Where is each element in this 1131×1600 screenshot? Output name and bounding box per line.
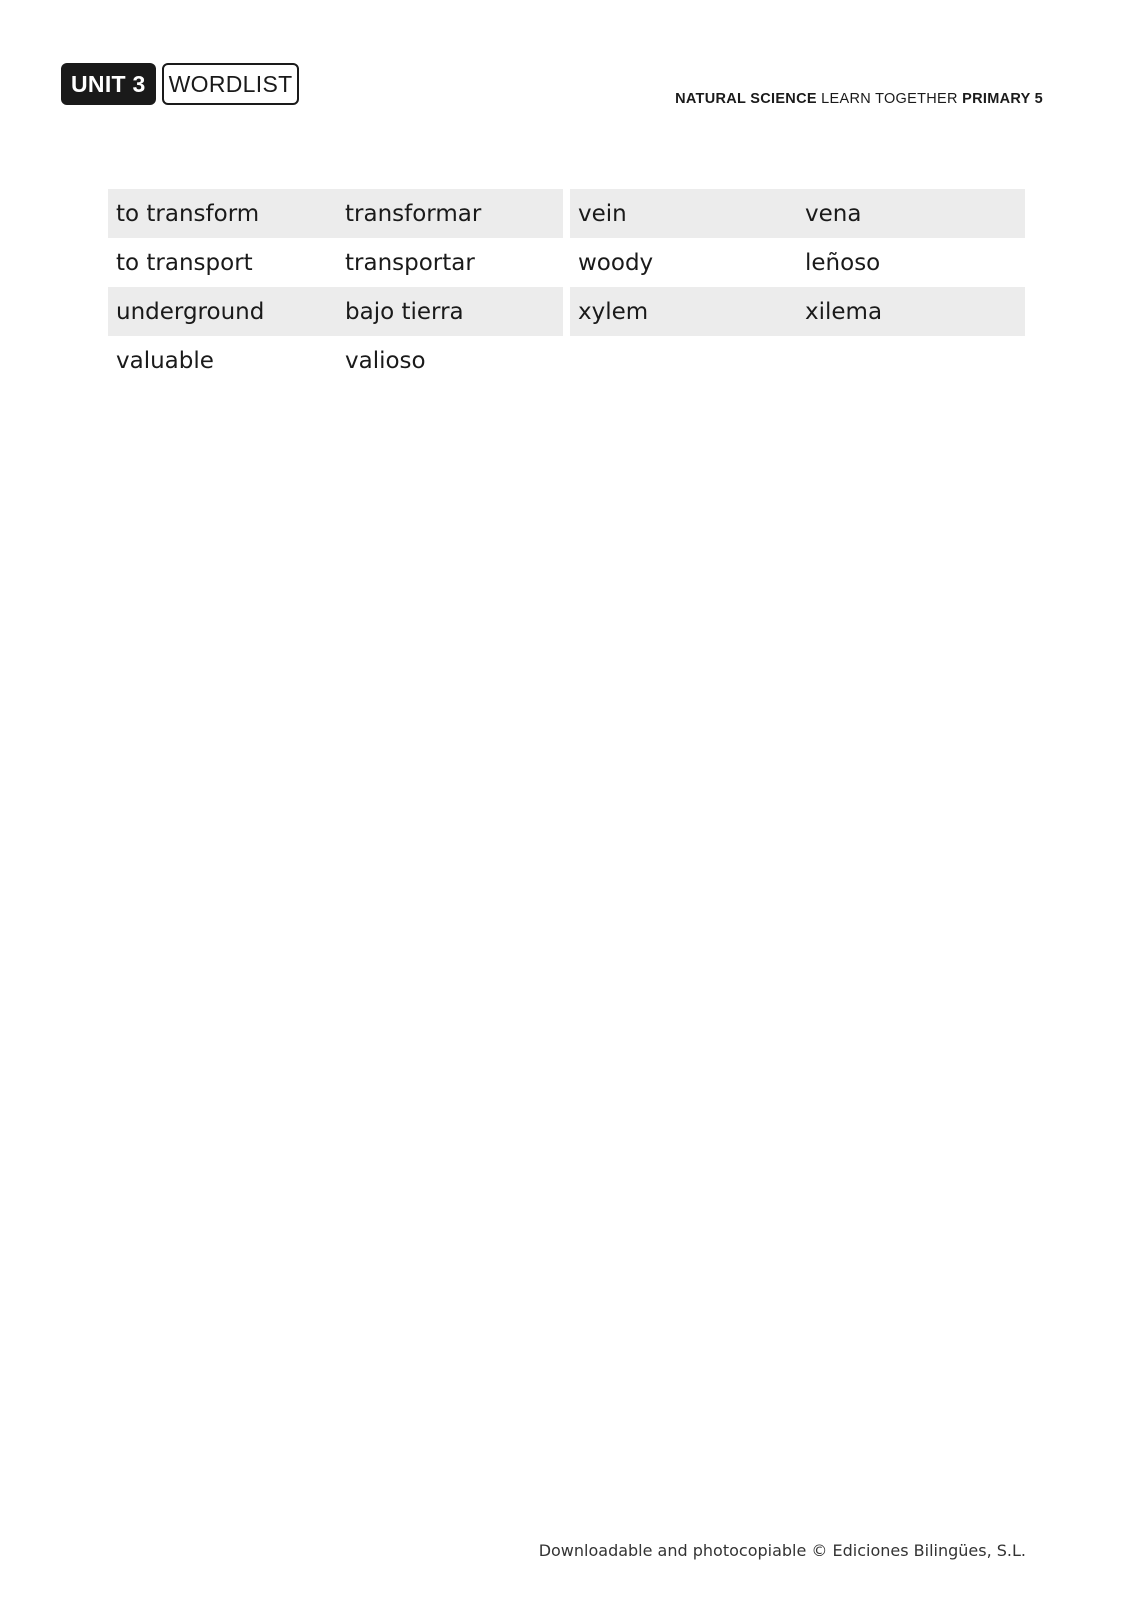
wordlist-table	[108, 189, 1025, 385]
english-word: vein	[578, 200, 627, 227]
book-title	[675, 91, 1043, 107]
spanish-word: vena	[805, 200, 862, 227]
spanish-word: bajo tierra	[345, 298, 464, 325]
spanish-word: transformar	[345, 200, 482, 227]
word-row	[108, 189, 563, 238]
copyright-footer: Downloadable and photocopiable © Ediciones Bilingües, S.L.	[538, 1541, 1026, 1560]
subject-label: NATURAL SCIENCE	[675, 91, 817, 107]
spanish-word: valioso	[345, 347, 426, 374]
series-label: LEARN TOGETHER	[821, 91, 958, 107]
english-word: to transport	[116, 249, 253, 276]
english-word: underground	[116, 298, 265, 325]
wordlist-column-left	[108, 189, 563, 385]
english-word: woody	[578, 249, 654, 276]
wordlist-column-right	[570, 189, 1025, 385]
word-row	[570, 287, 1025, 336]
word-row	[108, 238, 563, 287]
unit-header	[61, 63, 299, 105]
english-word: valuable	[116, 347, 214, 374]
spanish-word: transportar	[345, 249, 475, 276]
word-row	[108, 287, 563, 336]
unit-badge: UNIT 3	[61, 63, 156, 105]
word-row	[570, 238, 1025, 287]
spanish-word: leñoso	[805, 249, 881, 276]
word-row	[108, 336, 563, 385]
spanish-word: xilema	[805, 298, 883, 325]
unit-label: WORDLIST	[162, 63, 300, 105]
level-label: PRIMARY 5	[962, 91, 1043, 107]
english-word: xylem	[578, 298, 649, 325]
word-row	[570, 189, 1025, 238]
english-word: to transform	[116, 200, 260, 227]
